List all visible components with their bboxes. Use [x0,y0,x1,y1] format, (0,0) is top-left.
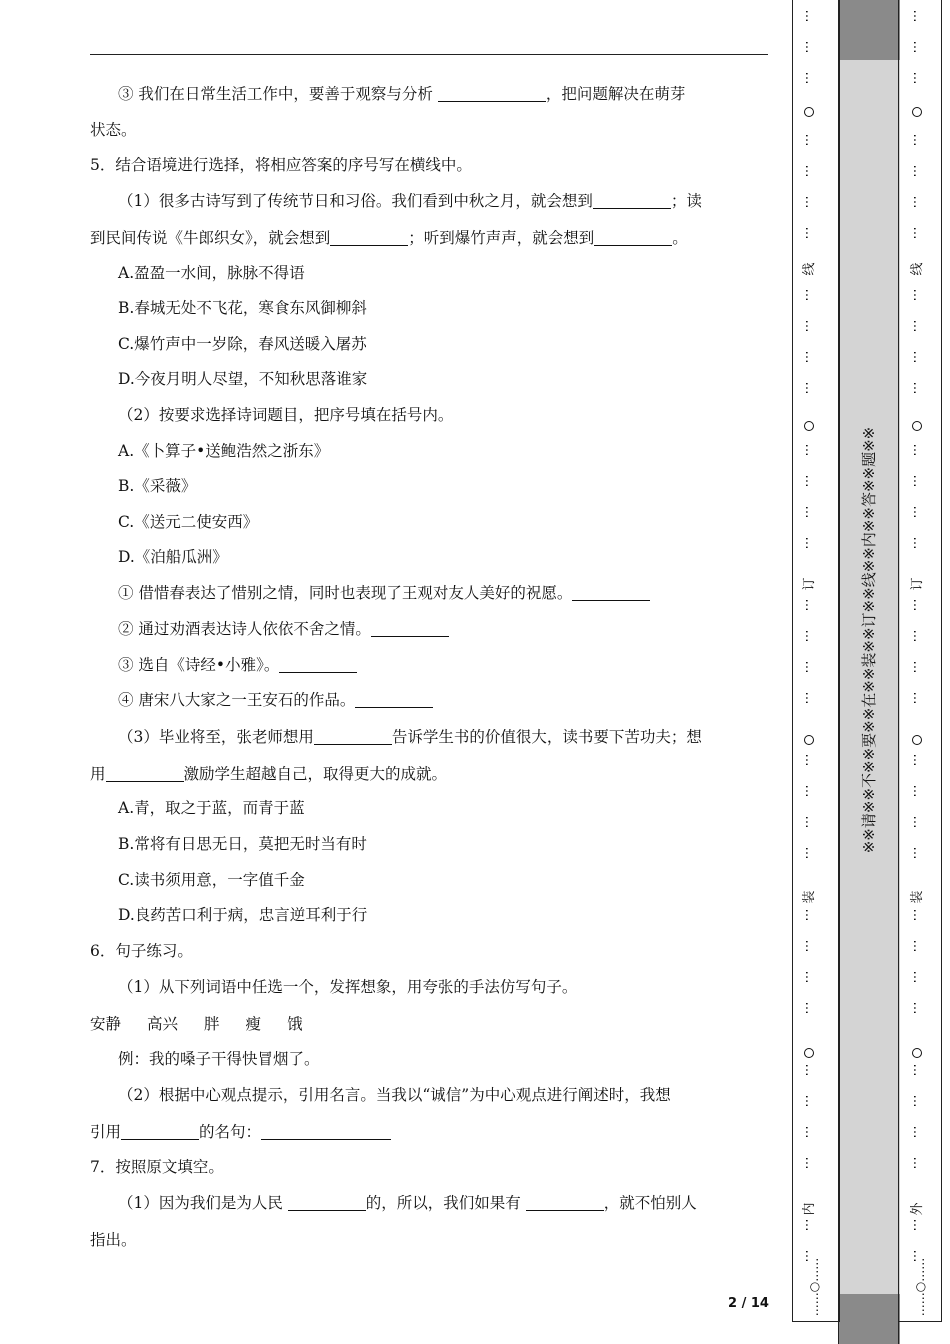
q5-2-item1: ① 借惜春表达了惜别之情，同时也表现了王观对友人美好的祝愿。 [118,582,650,604]
inner-dotted-mark: … [802,970,817,984]
q7-part1-cont: 指出。 [90,1231,137,1249]
q5-2-item2: ② 通过劝酒表达诗人依依不舍之情。 [118,618,449,640]
question-7-title: 7．按照原文填空。 [90,1158,224,1176]
q5-3-option-c: C.读书须用意，一字值千金 [118,871,305,889]
q5-2-option-d: D.《泊船瓜洲》 [118,548,228,566]
inner-dotted-mark: … [802,939,817,953]
outer-dotted-mark: … [910,629,925,643]
label-xian-outer: 线 [910,262,925,276]
answer-blank[interactable] [330,229,408,246]
label-ding-inner: 订 [802,577,817,591]
band-rule-left [838,0,839,1344]
answer-blank[interactable] [371,620,449,637]
outer-dotted-mark: … [910,536,925,550]
outer-dotted-mark: … [910,474,925,488]
answer-blank[interactable] [106,765,184,782]
outer-dotted-mark: … [910,40,925,54]
label-nei: 内 [802,1202,817,1216]
q6-part2-cont: 引用 的名句： [90,1121,391,1143]
q5-2-option-b: B.《采薇》 [118,477,197,495]
label-xian-inner: 线 [802,262,817,276]
outer-dotted-mark: … [910,598,925,612]
outer-circle-mark [912,421,922,431]
corner-mark-inner: ……○…… [807,1257,822,1317]
answer-blank[interactable] [526,1194,604,1211]
outer-dotted-mark: … [910,753,925,767]
outer-dotted-mark: … [910,908,925,922]
outer-dotted-mark: … [910,381,925,395]
inner-dotted-mark: … [802,226,817,240]
q7-part1: （1）因为我们是为人民 的，所以，我们如果有 ，就不怕别人 [118,1194,697,1212]
inner-dotted-mark: … [802,536,817,550]
outer-dotted-mark: … [910,1249,925,1263]
inner-circle-mark [804,421,814,431]
inner-dotted-mark: … [802,71,817,85]
inner-dotted-mark: … [802,753,817,767]
inner-dotted-mark: … [802,164,817,178]
band-rule-right [898,0,899,1344]
page-number: 2 / 14 [728,1296,769,1311]
outer-dotted-mark: … [910,195,925,209]
outer-dotted-mark: … [910,970,925,984]
q5-1-option-d: D.今夜月明人尽望，不知秋思落谁家 [118,370,368,388]
q5-2-item3: ③ 选自《诗经•小雅》。 [118,654,357,676]
inner-dotted-mark: … [802,9,817,23]
inner-dotted-mark: … [802,133,817,147]
inner-dotted-mark: … [802,1249,817,1263]
answer-blank[interactable] [572,584,650,601]
outer-dotted-mark: … [910,691,925,705]
outer-dotted-mark: … [910,815,925,829]
q6-word-list: 安静 高兴 胖 瘦 饿 [90,1015,303,1033]
inner-dotted-mark: … [802,1001,817,1015]
answer-blank[interactable] [593,192,671,209]
inner-dotted-mark: … [802,1125,817,1139]
inner-circle-mark [804,735,814,745]
q4-line-3: ③ 我们在日常生活工作中，要善于观察与分析 ，把问题解决在萌芽 [118,85,686,103]
outer-dotted-mark: … [910,319,925,333]
q5-3-option-b: B.常将有日思无日，莫把无时当有时 [118,835,367,853]
inner-dotted-mark: … [802,846,817,860]
binding-warning: ※※请※※不※※要※※在※※装※※订※※线※※内※※答※※题※※ [860,426,878,854]
outer-dotted-mark: … [910,1063,925,1077]
q5-3-option-a: A.青，取之于蓝，而青于蓝 [118,799,305,817]
binding-band-top-cap [838,0,900,60]
q5-part1: （1）很多古诗写到了传统节日和习俗。我们看到中秋之月，就会想到 ；读 [118,192,702,210]
corner-mark-outer: ……○…… [913,1257,928,1317]
q5-part3: （3）毕业将至，张老师想用 告诉学生书的价值很大，读书要下苦功夫；想 [118,728,702,746]
q6-part1: （1）从下列词语中任选一个，发挥想象，用夸张的手法仿写句子。 [118,978,578,996]
q5-part1-cont: 到民间传说《牛郎织女》，就会想到 ；听到爆竹声声，就会想到 。 [90,229,688,247]
q5-1-option-a: A.盈盈一水间，脉脉不得语 [118,264,305,282]
inner-dotted-mark: … [802,1156,817,1170]
q4-line-3-cont: 状态。 [90,121,137,139]
outer-dotted-mark: … [910,1125,925,1139]
question-5-title: 5．结合语境进行选择，将相应答案的序号写在横线中。 [90,156,472,174]
inner-dotted-mark: … [802,1218,817,1232]
outer-dotted-mark: … [910,350,925,364]
q5-1-option-b: B.春城无处不飞花，寒食东风御柳斜 [118,299,367,317]
q5-1-option-c: C.爆竹声中一岁除，春风送暖入屠苏 [118,335,367,353]
inner-dotted-mark: … [802,195,817,209]
binding-band-bottom-cap [838,1294,900,1344]
q6-part2: （2）根据中心观点提示，引用名言。当我以“诚信”为中心观点进行阐述时，我想 [118,1086,671,1104]
outer-circle-mark [912,735,922,745]
inner-dotted-mark: … [802,908,817,922]
inner-dotted-mark: … [802,350,817,364]
q5-3-option-d: D.良药苦口利于病，忠言逆耳利于行 [118,906,368,924]
outer-dotted-mark: … [910,846,925,860]
answer-blank[interactable] [288,1194,366,1211]
inner-dotted-mark: … [802,1063,817,1077]
answer-blank[interactable] [121,1123,199,1140]
answer-blank[interactable] [314,728,392,745]
label-zhuang-outer: 装 [910,890,925,904]
inner-dotted-mark: … [802,40,817,54]
inner-dotted-mark: … [802,505,817,519]
inner-dotted-mark: … [802,319,817,333]
inner-dotted-mark: … [802,660,817,674]
inner-dotted-mark: … [802,474,817,488]
answer-blank[interactable] [261,1123,391,1140]
q5-part2: （2）按要求选择诗词题目，把序号填在括号内。 [118,406,454,424]
label-ding-outer: 订 [910,577,925,591]
answer-blank[interactable] [594,229,672,246]
inner-dotted-mark: … [802,1094,817,1108]
outer-dotted-mark: … [910,660,925,674]
inner-circle-mark [804,107,814,117]
inner-circle-mark [804,1048,814,1058]
outer-dotted-mark: … [910,1001,925,1015]
outer-dotted-mark: … [910,443,925,457]
outer-circle-mark [912,1048,922,1058]
inner-dotted-mark: … [802,381,817,395]
outer-dotted-mark: … [910,288,925,302]
header-rule [90,54,768,55]
outer-dotted-mark: … [910,505,925,519]
question-6-title: 6．句子练习。 [90,942,193,960]
answer-blank[interactable] [279,656,357,673]
inner-dotted-mark: … [802,691,817,705]
outer-dotted-mark: … [910,226,925,240]
answer-blank[interactable] [438,85,546,102]
outer-circle-mark [912,107,922,117]
q5-2-item4: ④ 唐宋八大家之一王安石的作品。 [118,689,433,711]
outer-dotted-mark: … [910,784,925,798]
inner-dotted-mark: … [802,598,817,612]
outer-dotted-mark: … [910,133,925,147]
outer-dotted-mark: … [910,939,925,953]
outer-dotted-mark: … [910,1218,925,1232]
outer-dotted-mark: … [910,9,925,23]
q5-part3-cont: 用 激励学生超越自己，取得更大的成就。 [90,765,448,783]
inner-dotted-mark: … [802,815,817,829]
answer-blank[interactable] [355,691,433,708]
outer-dotted-mark: … [910,164,925,178]
inner-dotted-mark: … [802,288,817,302]
outer-dotted-mark: … [910,1094,925,1108]
q5-2-option-a: A.《卜算子•送鲍浩然之浙东》 [118,442,330,460]
q5-2-option-c: C.《送元二使安西》 [118,513,259,531]
label-wai: 外 [910,1202,925,1216]
label-zhuang-inner: 装 [802,890,817,904]
q6-example: 例：我的嗓子干得快冒烟了。 [118,1050,320,1068]
inner-dotted-mark: … [802,443,817,457]
outer-dotted-mark: … [910,71,925,85]
inner-dotted-mark: … [802,629,817,643]
outer-dotted-mark: … [910,1156,925,1170]
inner-dotted-mark: … [802,784,817,798]
